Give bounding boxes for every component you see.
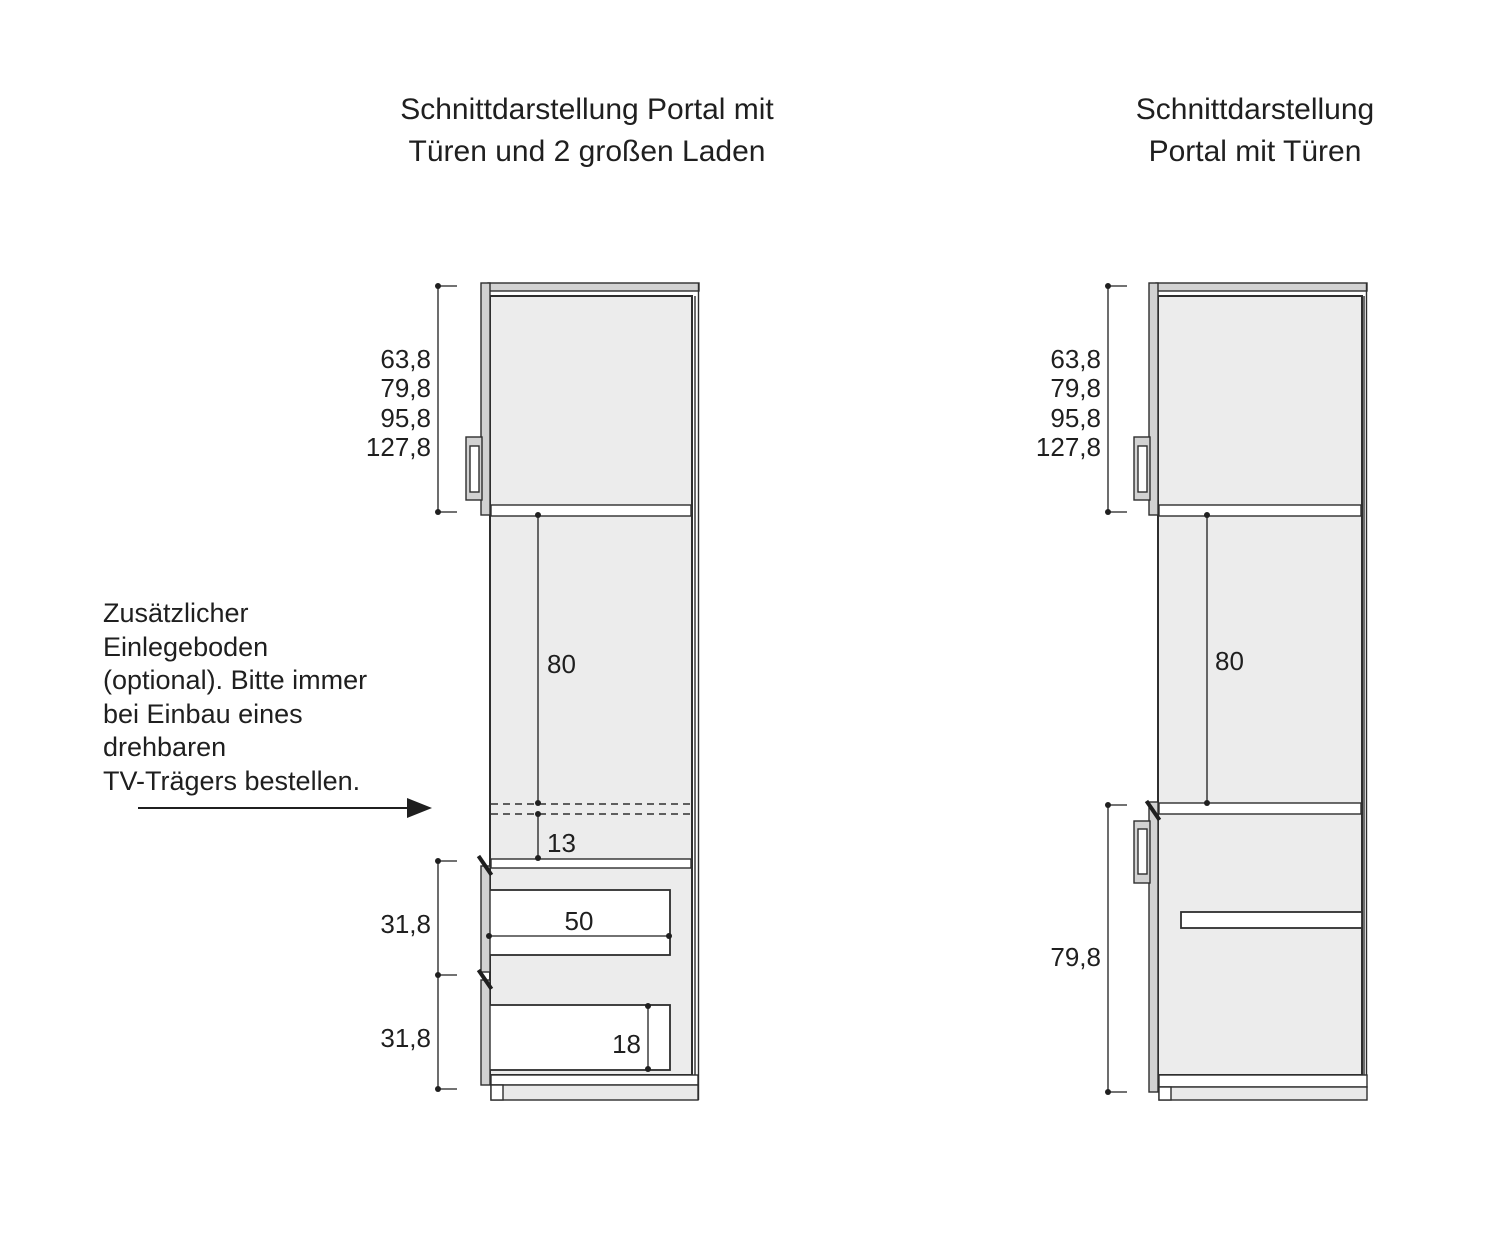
annotation-line-2: Einlegeboden [103,632,269,662]
left-drawer2-height-label: 31,8 [380,1023,431,1053]
right-plinth-notch [1159,1087,1171,1100]
dim-endpoint-dot [535,855,541,861]
left-dim-heights [366,283,457,515]
right-title-line1: Schnittdarstellung [1135,93,1375,126]
dim-endpoint-dot [1204,800,1210,806]
dim-endpoint-dot [666,933,672,939]
left-drawer1-front [481,866,490,972]
left-height-option-1: 63,8 [380,344,431,374]
dim-endpoint-dot [435,1086,441,1092]
right-upper-door-handle-inner [1138,446,1147,492]
right-height-option-2: 79,8 [1050,373,1101,403]
dim-endpoint-dot [435,858,441,864]
annotation-line-1: Zusätzlicher [103,598,249,628]
dim-endpoint-dot [486,933,492,939]
dim-endpoint-dot [1105,802,1111,808]
left-height-option-3: 95,8 [380,403,431,433]
dim-endpoint-dot [535,800,541,806]
left-plinth [491,1085,698,1100]
right-plinth [1159,1087,1367,1100]
right-title-line2: Portal mit Türen [1148,135,1362,168]
right-top-board [1156,283,1367,291]
right-middle-height-label: 80 [1215,646,1244,676]
right-height-option-3: 95,8 [1050,403,1101,433]
annotation-line-5: drehbaren [103,732,227,762]
left-top-board [488,283,699,291]
right-dim-lower-door [1050,802,1127,1095]
dim-endpoint-dot [435,509,441,515]
dim-endpoint-dot [1105,1089,1111,1095]
annotation [103,598,432,818]
left-fixed-shelf-lower [491,859,691,868]
annotation-line-6: TV-Trägers bestellen. [103,766,361,796]
left-middle-height-label: 80 [547,649,576,679]
left-upper-door-handle-inner [470,446,479,492]
right-lower-divider [1159,803,1361,814]
dim-endpoint-dot [1105,283,1111,289]
left-plinth-notch [491,1085,503,1100]
dim-endpoint-dot [645,1066,651,1072]
left-fixed-shelf-upper [491,505,691,516]
right-height-option-1: 63,8 [1050,344,1101,374]
left-shelf-offset-label: 13 [547,828,576,858]
dim-endpoint-dot [645,1003,651,1009]
left-drawer1-height-label: 31,8 [380,909,431,939]
left-drawer2-opening [488,1005,670,1070]
left-drawer2-front [481,980,490,1085]
left-title-line1: Schnittdarstellung Portal mit [400,93,774,126]
dim-endpoint-dot [535,512,541,518]
annotation-arrow-head [407,798,432,818]
dim-endpoint-dot [1204,512,1210,518]
dim-endpoint-dot [435,283,441,289]
right-lower-door-handle-inner [1138,829,1147,874]
right-cabinet [1134,283,1367,1100]
left-drawer-depth-label: 50 [564,906,594,936]
right-height-option-4: 127,8 [1035,432,1101,462]
right-dim-heights [1036,283,1127,515]
right-lower-door-height-label: 79,8 [1050,942,1101,972]
left-height-option-2: 79,8 [380,373,431,403]
left-cabinet-interior [490,296,692,1075]
annotation-line-3: (optional). Bitte immer [103,665,368,695]
dim-endpoint-dot [535,811,541,817]
right-bottom-board [1159,1075,1367,1087]
right-fixed-shelf-upper [1159,505,1361,516]
left-bottom-board [491,1075,698,1085]
right-shelf-slot [1181,912,1362,928]
dim-endpoint-dot [1105,509,1111,515]
left-height-option-4: 127,8 [365,432,431,462]
left-drawer-inner-height-label: 18 [612,1029,641,1059]
left-dim-drawer-sections [380,858,457,1092]
dim-endpoint-dot [435,972,441,978]
annotation-line-4: bei Einbau eines [103,699,303,729]
right-cabinet-interior [1158,296,1362,1075]
left-cabinet [466,283,699,1100]
left-title-line2: Türen und 2 großen Laden [408,135,766,168]
